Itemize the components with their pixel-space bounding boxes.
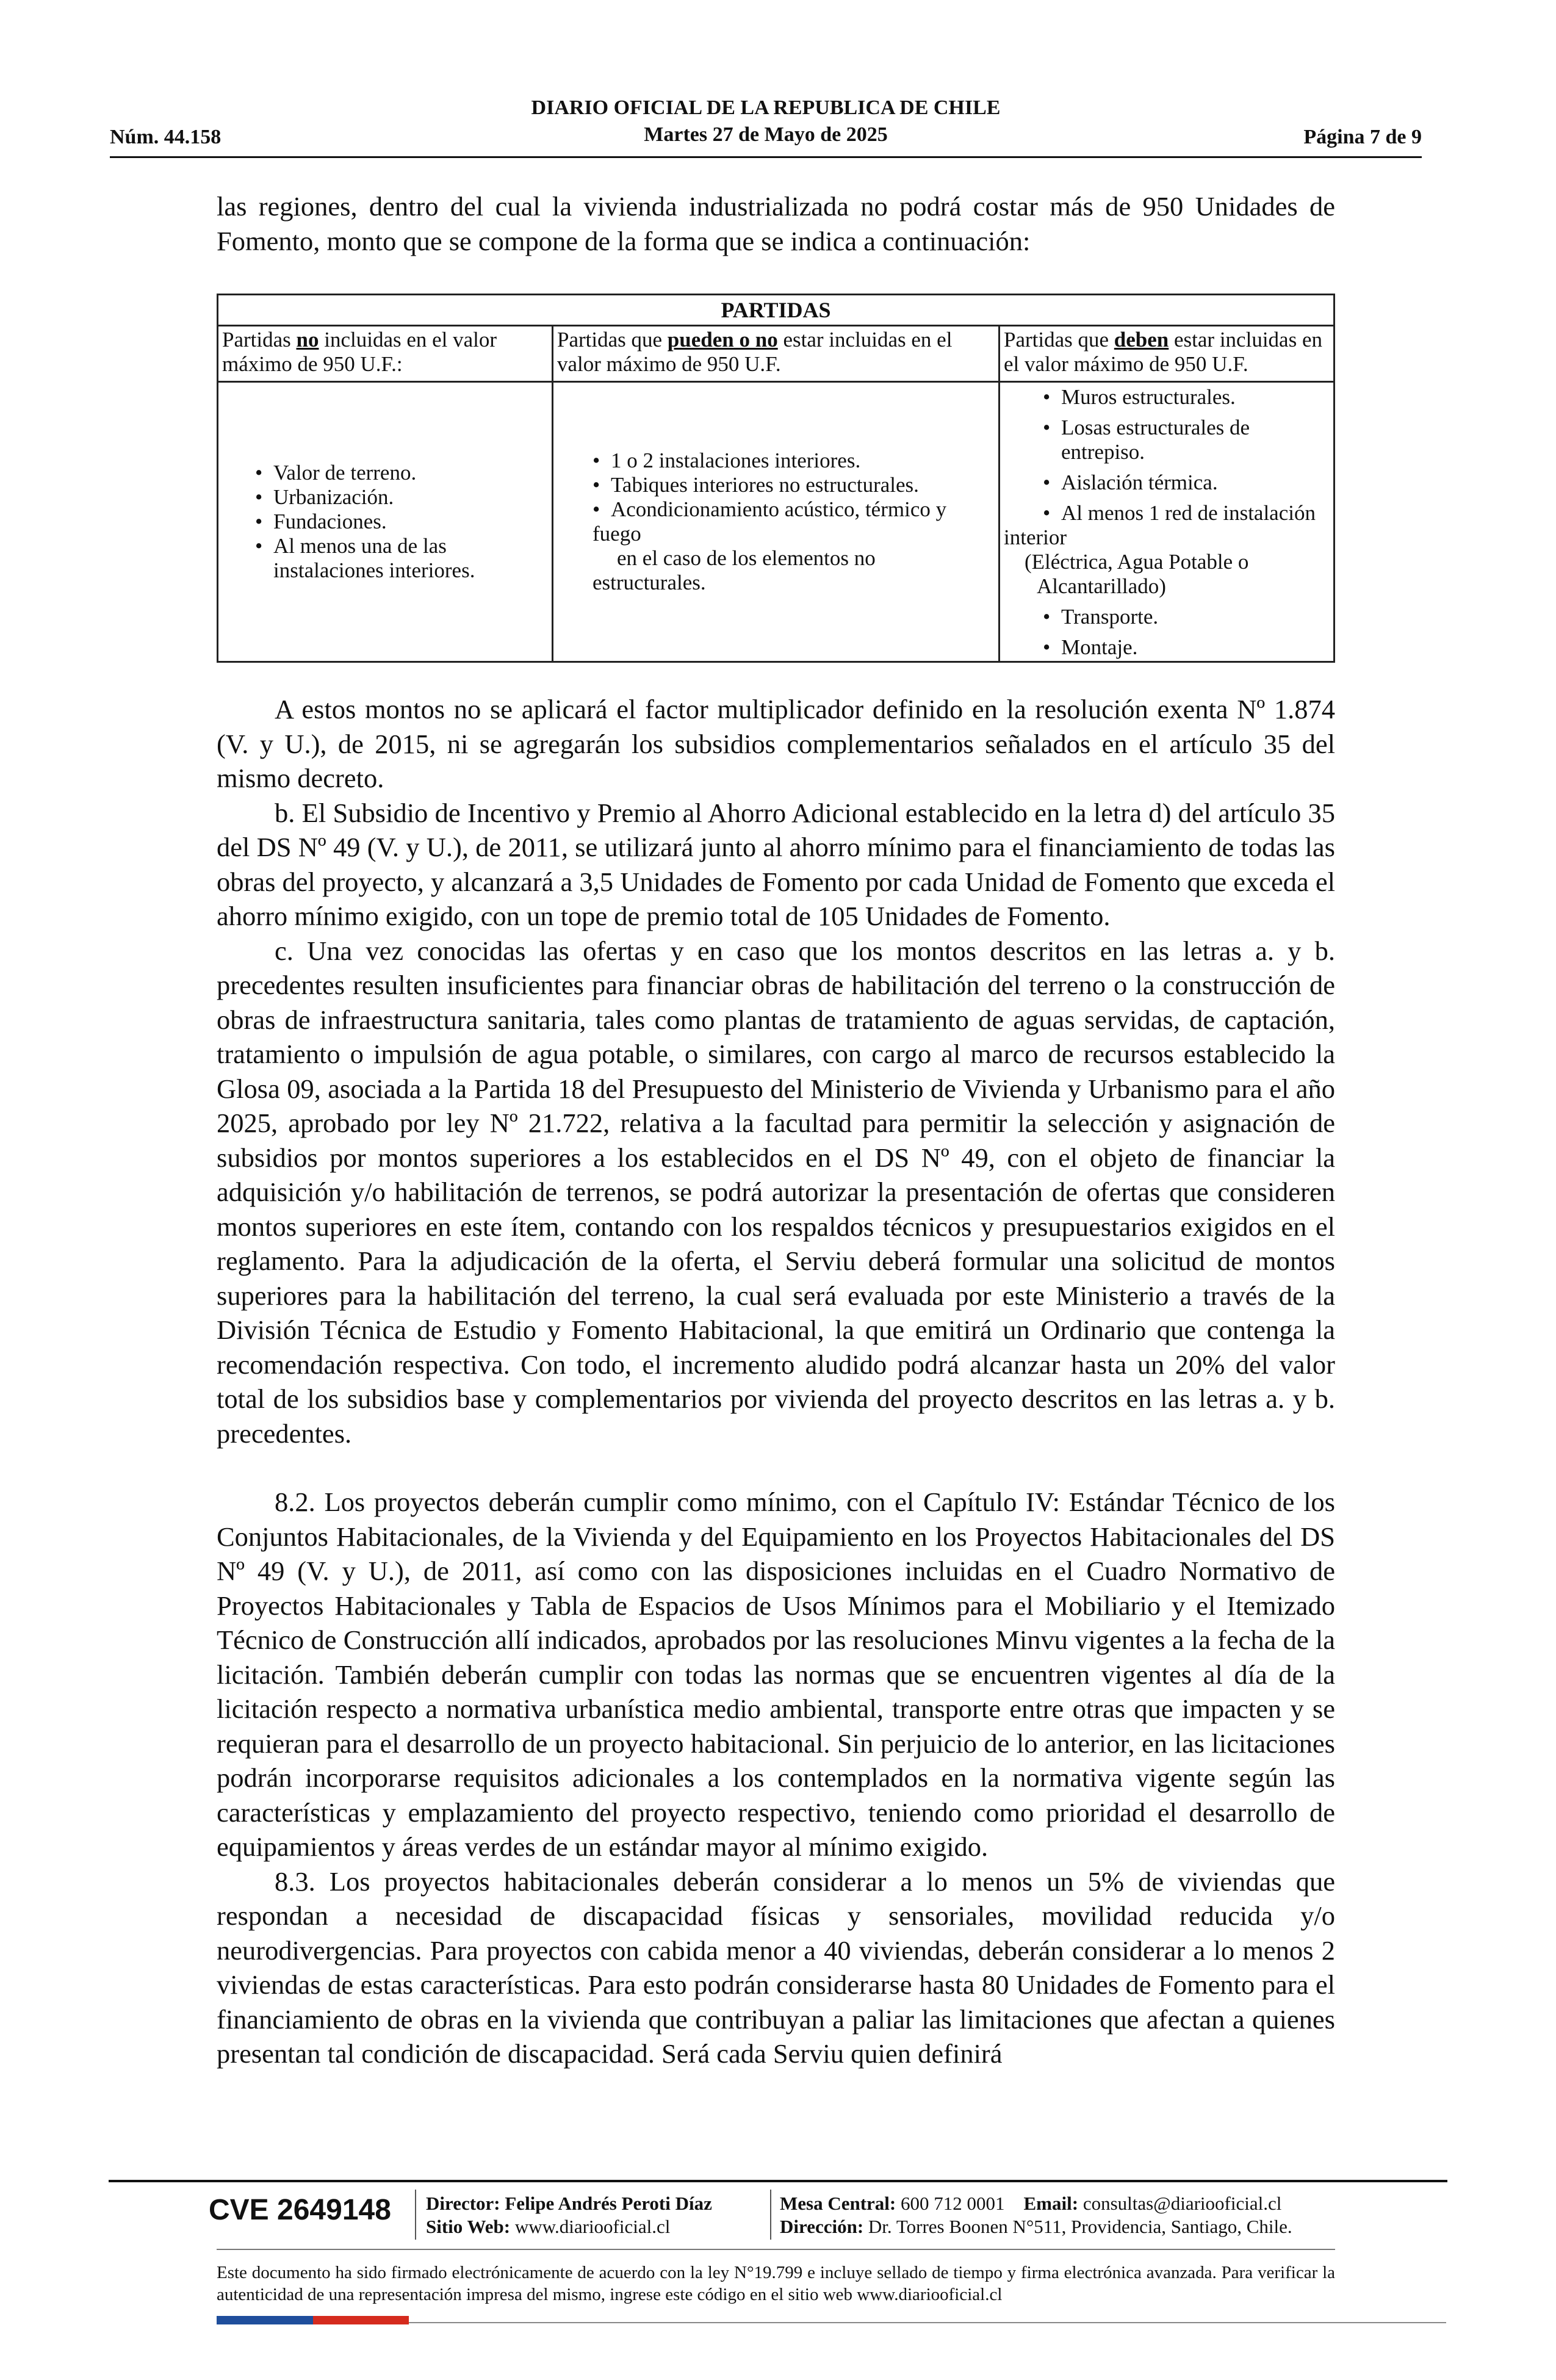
list-item: • Montaje.	[1043, 635, 1330, 660]
issue-number: Núm. 44.158	[110, 126, 222, 148]
flag-line	[409, 2322, 1446, 2323]
table-title: PARTIDAS	[218, 295, 1334, 326]
col-header-pueden: Partidas que pueden o no estar incluidas en el valor máximo de 950 U.F.	[553, 326, 1000, 382]
list-item: • Valor de terreno.	[255, 461, 548, 485]
footer-contact-block: Mesa Central: 600 712 0001 Email: consultas@diariooficial.cl Dirección: Dr. Torres Boonen N°511, Providencia, Santiago, Chile.	[780, 2193, 1292, 2237]
list-continuation: estructurales.	[593, 571, 706, 594]
list-item: • 1 o 2 instalaciones interiores.	[593, 449, 995, 473]
list-item: • Al menos 1 red de instalación	[1043, 501, 1330, 525]
email-link[interactable]: consultas@diariooficial.cl	[1082, 2193, 1282, 2214]
footer-separator	[415, 2190, 416, 2240]
col2-list	[593, 449, 995, 522]
flag-bar	[217, 2316, 409, 2324]
list-item: • Al menos una de las instalaciones interiores.	[255, 534, 548, 583]
director-name: Felipe Andrés Peroti Díaz	[505, 2193, 712, 2214]
list-item: • Tabiques interiores no estructurales.	[593, 473, 995, 497]
signature-disclaimer: Este documento ha sido firmado electrónicamente de acuerdo con la ley N°19.799 e incluye sellado de tiempo y firma electrónica avanzada. Para verificar la autenticidad de una representación impresa del mismo, ingrese este código en el sitio web www.diariooficial.cl	[217, 2263, 1335, 2304]
intro-paragraph: las regiones, dentro del cual la vivienda industrializada no podrá costar más de 950 Unidades de Fomento, monto que se compone de la forma que se indica a continuación:	[217, 191, 1335, 256]
page-number: Página 7 de 9	[1303, 126, 1422, 148]
paragraph: 8.2. Los proyectos deberán cumplir como mínimo, con el Capítulo IV: Estándar Técnico de los Conjuntos Habitacionales, de la Vivienda y del Equipamiento en los Proyectos Habitacionales del DS Nº 49 (V. y U.), de 2011, así como con las disposiciones incluidas en el Cuadro Normativo de Proyectos Habitacionales y Tabla de Espacios de Usos Mínimos para el Mobiliario y el Itemizado Técnico de Construcción allí indicados, aprobados por las resoluciones Minvu vigentes a la fecha de la licitación. También deberán cumplir con todas las normas que se encuentren vigentes al día de la licitación respecto a normativa urbanística medio ambiental, transporte entre otras que impacten y se requieran para el desarrollo de un proyecto habitacional. Sin perjuicio de lo anterior, en las licitaciones podrán incorporarse requisitos adicionales a los contemplados en la normativa vigente según las características y emplazamiento del proyecto respectivo, teniendo como prioridad el desarrollo de equipamientos y áreas verdes de un estándar mayor al mínimo exigido.	[217, 1487, 1335, 1862]
list-continuation: fuego	[593, 522, 641, 546]
list-item: • Fundaciones.	[255, 510, 548, 534]
paragraph: c. Una vez conocidas las ofertas y en caso que los montos descritos en las letras a. y b. precedentes resulten insuficientes para financiar obras de habilitación del terreno o la construcción de obras de infraestructura sanitaria, tales como plantas de tratamiento de aguas servidas, de captación, tratamiento o impulsión de agua potable, o similares, con cargo al marco de recursos establecido la Glosa 09, asociada a la Partida 18 del Presupuesto del Ministerio de Vivienda y Urbanismo para el año 2025, aprobado por ley Nº 21.722, relativa a la facultad para permitir la selección y asignación de subsidios por montos superiores a los establecidos en el DS Nº 49, con el objeto de financiar la adquisición y/o habilitación de terrenos, se podrá autorizar la presentación de ofertas que consideren montos superiores en este ítem, contando con los respaldos técnicos y presupuestarios exigidos en el reglamento. Para la adjudicación de la oferta, el Serviu deberá formular una solicitud de montos superiores para la habilitación del terreno, la cual será evaluada por este Ministerio a través de la División Técnica de Estudio y Fomento Habitacional, la que emitirá un Ordinario que contenga la recomendación respectiva. Con todo, el incremento aludido podrá alcanzar hasta un 20% del valor total de los subsidios base y complementarios por vivienda del proyecto descritos en las letras a. y b. precedentes.	[217, 935, 1335, 1449]
page-header	[110, 95, 1422, 153]
col1-list	[255, 461, 548, 583]
col-header-no: Partidas no incluidas en el valor máximo de 950 U.F.:	[218, 326, 553, 382]
list-continuation: (Eléctrica, Agua Potable o	[1025, 550, 1249, 574]
list-continuation: interior	[1004, 525, 1067, 549]
col-header-deben: Partidas que deben estar incluidas en el valor máximo de 950 U.F.	[1000, 326, 1334, 382]
website-link[interactable]: www.diariooficial.cl	[514, 2216, 671, 2237]
paragraph: A estos montos no se aplicará el factor multiplicador definido en la resolución exenta Nº 1.874 (V. y U.), de 2015, ni se agregarán los subsidios complementarios señalados en el artículo 35 del mismo decreto.	[217, 694, 1335, 793]
list-continuation: Alcantarillado)	[1037, 574, 1166, 598]
list-item: • Urbanización.	[255, 485, 548, 510]
col2-cell	[553, 382, 1000, 662]
paragraph: b. El Subsidio de Incentivo y Premio al Ahorro Adicional establecido en la letra d) del artículo 35 del DS Nº 49 (V. y U.), de 2011, se utilizará junto al ahorro mínimo para el financiamiento de todas las obras del proyecto, y alcanzará a 3,5 Unidades de Fomento por cada Unidad de Fomento que exceda el ahorro mínimo exigido, con un tope de premio total de 105 Unidades de Fomento.	[217, 797, 1335, 931]
document-body	[217, 189, 1335, 2071]
cve-code: CVE 2649148	[209, 2194, 391, 2226]
footer-director-block: Director: Felipe Andrés Peroti Díaz Sitio Web: www.diariooficial.cl	[426, 2193, 712, 2237]
list-continuation: en el caso de los elementos no	[617, 546, 876, 570]
col1-cell	[218, 382, 553, 662]
header-center	[110, 95, 1422, 148]
address: Dr. Torres Boonen N°511, Providencia, Santiago, Chile.	[868, 2216, 1292, 2237]
list-item: • Acondicionamiento acústico, térmico y	[593, 497, 995, 522]
col3-cell	[1000, 382, 1334, 662]
phone-number: 600 712 0001	[901, 2193, 1005, 2214]
flag-blue-segment	[217, 2316, 313, 2324]
footer-thin-divider	[217, 2249, 1335, 2250]
list-item: • Transporte.	[1043, 605, 1330, 629]
footer-separator	[770, 2190, 771, 2240]
flag-red-segment	[313, 2316, 409, 2324]
footer-divider	[109, 2180, 1447, 2182]
list-item: • Losas estructurales de entrepiso.	[1043, 416, 1330, 464]
paragraph: 8.3. Los proyectos habitacionales deberán considerar a lo menos un 5% de viviendas que respondan a necesidad de discapacidad físicas y sensoriales, movilidad reducida y/o neurodivergencias. Para proyectos con cabida menor a 40 viviendas, deberán considerar a lo menos 2 viviendas de estas características. Para esto podrán considerarse hasta 80 Unidades de Fomento para el financiamiento de obras en la vivienda que contribuyan a paliar las limitaciones que afectan a quienes presentan tal condición de discapacidad. Será cada Serviu quien definirá	[217, 1866, 1335, 2069]
col3-list	[1043, 385, 1330, 525]
partidas-table	[217, 294, 1335, 663]
newspaper-title: DIARIO OFICIAL DE LA REPUBLICA DE CHILE	[531, 96, 1001, 119]
list-item: • Muros estructurales.	[1043, 385, 1330, 409]
paragraph-gap	[217, 1451, 1335, 1485]
issue-date: Martes 27 de Mayo de 2025	[644, 123, 888, 146]
list-item: • Aislación térmica.	[1043, 471, 1330, 495]
header-divider	[110, 156, 1422, 158]
col3-list-b	[1043, 605, 1330, 660]
